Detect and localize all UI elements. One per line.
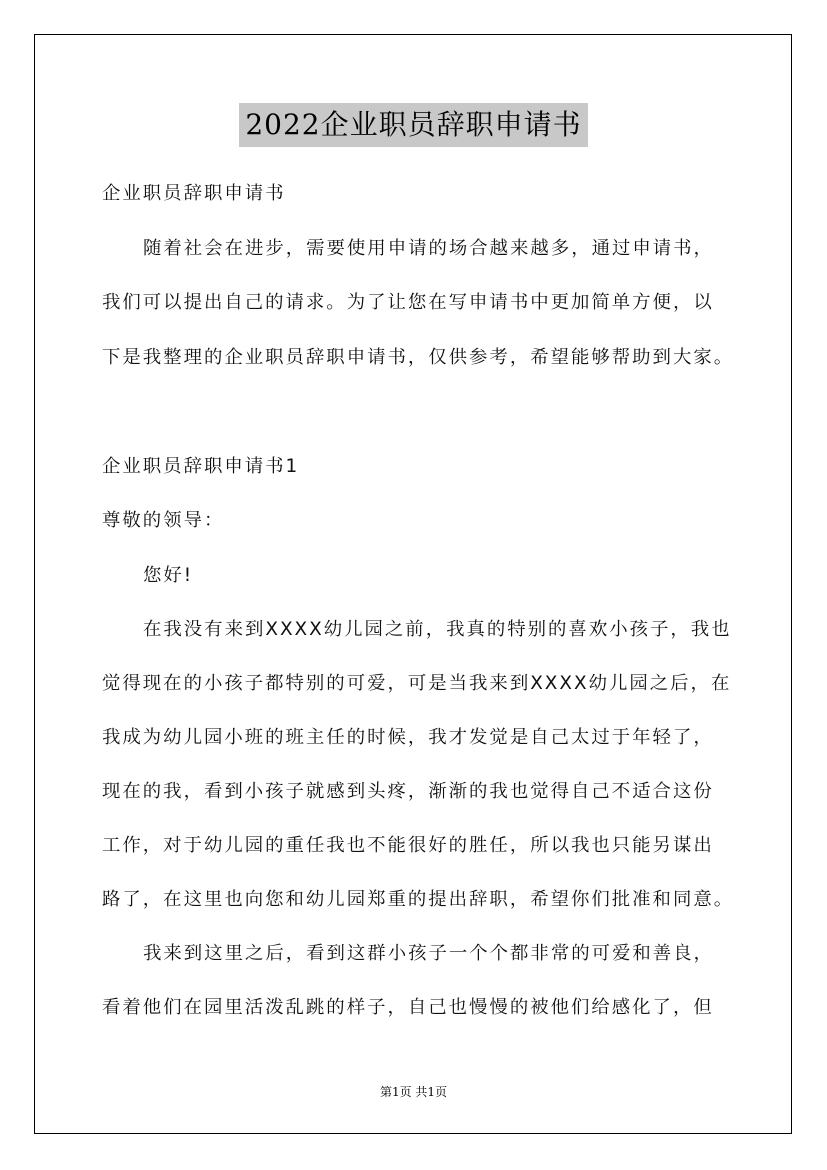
paragraph-line: 下是我整理的企业职员辞职申请书，仅供参考，希望能够帮助到大家。	[102, 347, 735, 368]
paragraph-line: 路了，在这里也向您和幼儿园郑重的提出辞职，希望你们批准和同意。	[102, 889, 735, 910]
paragraph-line: 觉得现在的小孩子都特别的可爱，可是当我来到XXXX幼儿园之后，在	[102, 673, 732, 694]
page-footer: 第1页 共1页	[379, 1085, 448, 1099]
paragraph-line: 我成为幼儿园小班的班主任的时候，我才发觉是自己太过于年轻了，	[102, 727, 714, 748]
salutation: 尊敬的领导：	[102, 510, 225, 531]
greeting: 您好!	[143, 565, 194, 586]
paragraph-line: 工作，对于幼儿园的重任我也不能很好的胜任，所以我也只能另谋出	[102, 835, 714, 856]
paragraph-line: 现在的我，看到小孩子就感到头疼，渐渐的我也觉得自己不适合这份	[102, 781, 714, 802]
title-text: 2022企业职员辞职申请书	[239, 103, 587, 147]
section-heading: 企业职员辞职申请书	[102, 183, 286, 204]
paragraph-line: 看着他们在园里活泼乱跳的样子，自己也慢慢的被他们给感化了，但	[102, 997, 714, 1018]
paragraph-line: 我们可以提出自己的请求。为了让您在写申请书中更加简单方便，以	[102, 292, 714, 313]
paragraph-line: 我来到这里之后，看到这群小孩子一个个都非常的可爱和善良，	[143, 943, 714, 964]
document-title	[0, 103, 827, 147]
section-heading: 企业职员辞职申请书1	[102, 456, 300, 477]
paragraph-line: 随着社会在进步，需要使用申请的场合越来越多，通过申请书，	[143, 238, 714, 259]
paragraph-line: 在我没有来到XXXX幼儿园之前，我真的特别的喜欢小孩子，我也	[143, 619, 732, 640]
